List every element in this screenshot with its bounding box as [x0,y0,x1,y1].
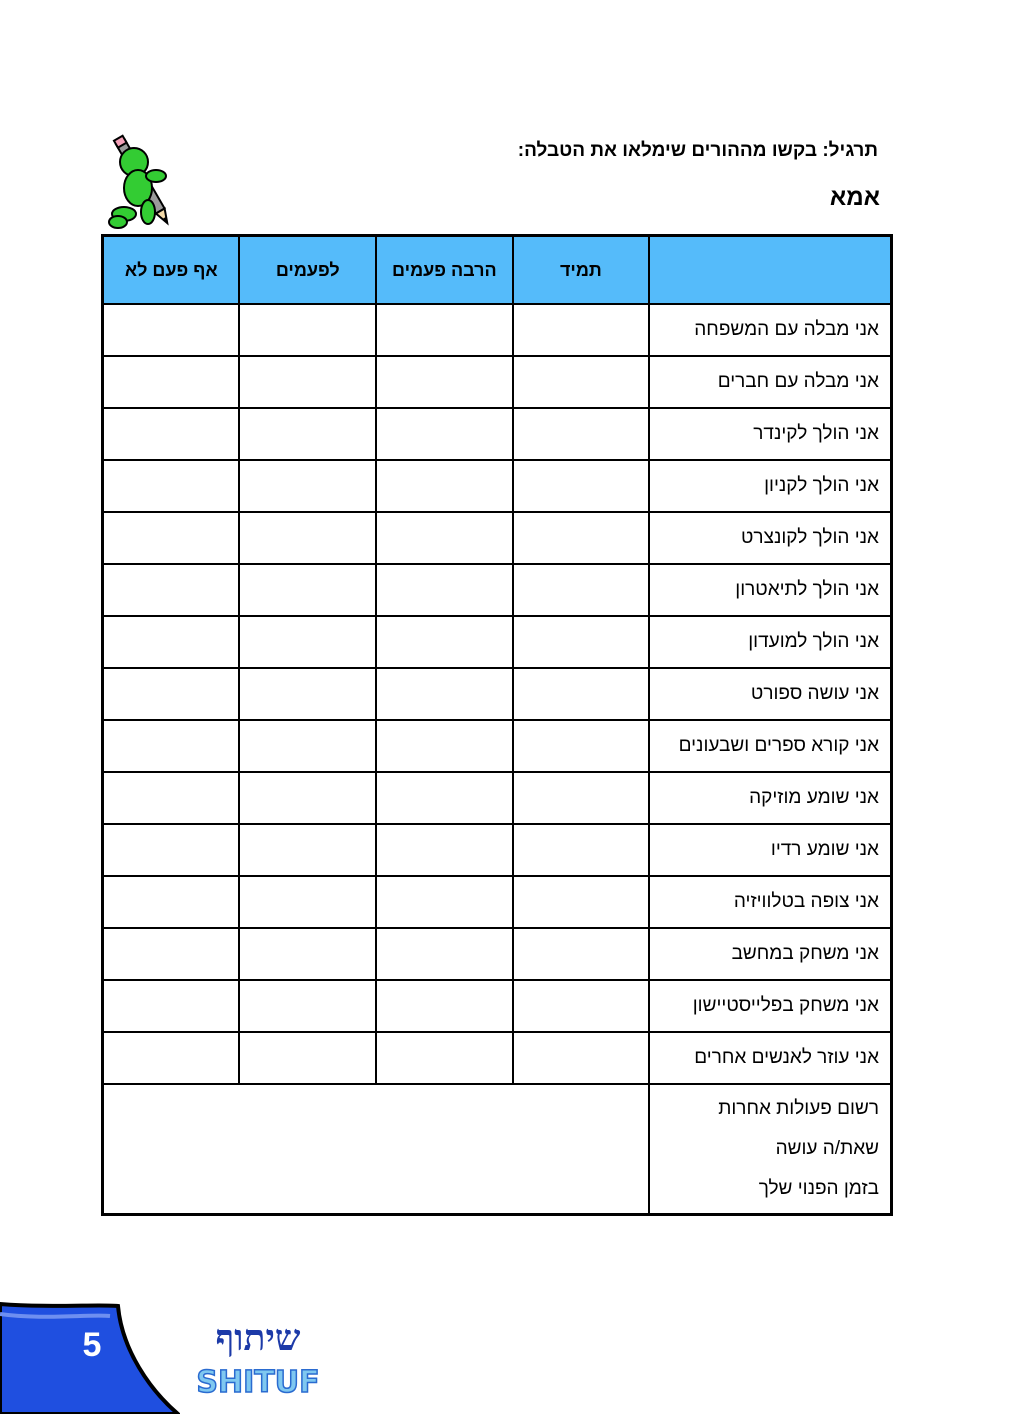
other-activities-label [649,1084,891,1215]
answer-cell-never[interactable] [103,824,240,876]
activity-label: אני משחק במחשב [649,928,891,980]
table-row [103,616,892,668]
answer-cell-never[interactable] [103,512,240,564]
answer-cell-always[interactable] [513,564,650,616]
other-line-3: בזמן הפנוי שלך [758,1178,879,1199]
subject-title: אמא [829,184,880,211]
activity-label: אני צופה בטלוויזיה [649,876,891,928]
answer-cell-never[interactable] [103,460,240,512]
answer-cell-sometimes[interactable] [239,356,376,408]
activity-label: אני הולך לקניון [649,460,891,512]
answer-cell-always[interactable] [513,512,650,564]
header-never: אף פעם לא [103,236,240,305]
answer-cell-often[interactable] [376,928,513,980]
table-row [103,824,892,876]
answer-cell-often[interactable] [376,720,513,772]
logo-latin: SHITUF [196,1365,320,1398]
table-row [103,460,892,512]
answer-cell-always[interactable] [513,928,650,980]
answer-cell-always[interactable] [513,304,650,356]
answer-cell-always[interactable] [513,460,650,512]
answer-cell-never[interactable] [103,876,240,928]
activity-label: אני עושה ספורט [649,668,891,720]
answer-cell-never[interactable] [103,304,240,356]
header-activity [649,236,891,305]
table-row [103,408,892,460]
table-row [103,928,892,980]
answer-cell-often[interactable] [376,980,513,1032]
page-number: 5 [82,1326,102,1364]
answer-cell-never[interactable] [103,356,240,408]
answer-cell-never[interactable] [103,408,240,460]
other-line-1: רשום פעולות אחרות [718,1098,879,1119]
answer-cell-sometimes[interactable] [239,512,376,564]
activity-label: אני שומע רדיו [649,824,891,876]
other-activities-row [103,1084,892,1215]
activity-label: אני הולך לקינדר [649,408,891,460]
activity-label: אני משחק בפלייסטיישון [649,980,891,1032]
activity-label: אני שומע מוזיקה [649,772,891,824]
answer-cell-often[interactable] [376,616,513,668]
header-often: הרבה פעמים [376,236,513,305]
table-row [103,876,892,928]
answer-cell-often[interactable] [376,824,513,876]
answer-cell-sometimes[interactable] [239,408,376,460]
answer-cell-sometimes[interactable] [239,616,376,668]
answer-cell-never[interactable] [103,720,240,772]
answer-cell-often[interactable] [376,772,513,824]
table-row [103,720,892,772]
answer-cell-never[interactable] [103,980,240,1032]
answer-cell-always[interactable] [513,772,650,824]
answer-cell-often[interactable] [376,356,513,408]
activity-label: אני הולך למועדון [649,616,891,668]
answer-cell-sometimes[interactable] [239,876,376,928]
table-row [103,356,892,408]
activity-label: אני מבלה עם חברים [649,356,891,408]
answer-cell-often[interactable] [376,668,513,720]
answer-cell-never[interactable] [103,616,240,668]
answer-cell-sometimes[interactable] [239,824,376,876]
answer-cell-sometimes[interactable] [239,720,376,772]
answer-cell-often[interactable] [376,304,513,356]
answer-cell-often[interactable] [376,512,513,564]
table-row [103,564,892,616]
answer-cell-often[interactable] [376,564,513,616]
answer-cell-never[interactable] [103,668,240,720]
activity-label: אני קורא ספרים ושבעונים [649,720,891,772]
answer-cell-always[interactable] [513,980,650,1032]
answer-cell-always[interactable] [513,720,650,772]
answer-cell-always[interactable] [513,408,650,460]
header-sometimes: לפעמים [239,236,376,305]
table-row [103,668,892,720]
exercise-instruction: תרגיל: בקשו מההורים שימלאו את הטבלה: [517,140,878,161]
answer-cell-sometimes[interactable] [239,928,376,980]
table-row [103,512,892,564]
answer-cell-never[interactable] [103,564,240,616]
other-activities-field[interactable] [103,1084,650,1215]
answer-cell-never[interactable] [103,772,240,824]
answer-cell-never[interactable] [103,928,240,980]
answer-cell-sometimes[interactable] [239,304,376,356]
answer-cell-sometimes[interactable] [239,1032,376,1084]
logo-hebrew: שיתוף [215,1317,301,1359]
table-row [103,772,892,824]
activity-label: אני הולך לקונצרט [649,512,891,564]
table-row [103,980,892,1032]
header-always: תמיד [513,236,650,305]
activity-frequency-table [101,234,893,1216]
answer-cell-sometimes[interactable] [239,460,376,512]
answer-cell-sometimes[interactable] [239,668,376,720]
answer-cell-often[interactable] [376,408,513,460]
answer-cell-sometimes[interactable] [239,980,376,1032]
answer-cell-always[interactable] [513,668,650,720]
answer-cell-sometimes[interactable] [239,564,376,616]
answer-cell-always[interactable] [513,1032,650,1084]
answer-cell-often[interactable] [376,460,513,512]
shituf-logo [196,1312,320,1398]
answer-cell-sometimes[interactable] [239,772,376,824]
table-row [103,1032,892,1084]
answer-cell-often[interactable] [376,1032,513,1084]
answer-cell-always[interactable] [513,876,650,928]
answer-cell-often[interactable] [376,876,513,928]
pencil-mascot-icon [104,128,190,240]
answer-cell-always[interactable] [513,824,650,876]
activity-label: אני מבלה עם המשפחה [649,304,891,356]
answer-cell-always[interactable] [513,356,650,408]
answer-cell-never[interactable] [103,1032,240,1084]
answer-cell-always[interactable] [513,616,650,668]
header-row [103,236,892,305]
activity-label: אני הולך לתיאטרון [649,564,891,616]
table-row [103,304,892,356]
activity-label: אני עוזר לאנשים אחרים [649,1032,891,1084]
other-line-2: שאת/ה עושה [775,1138,879,1159]
